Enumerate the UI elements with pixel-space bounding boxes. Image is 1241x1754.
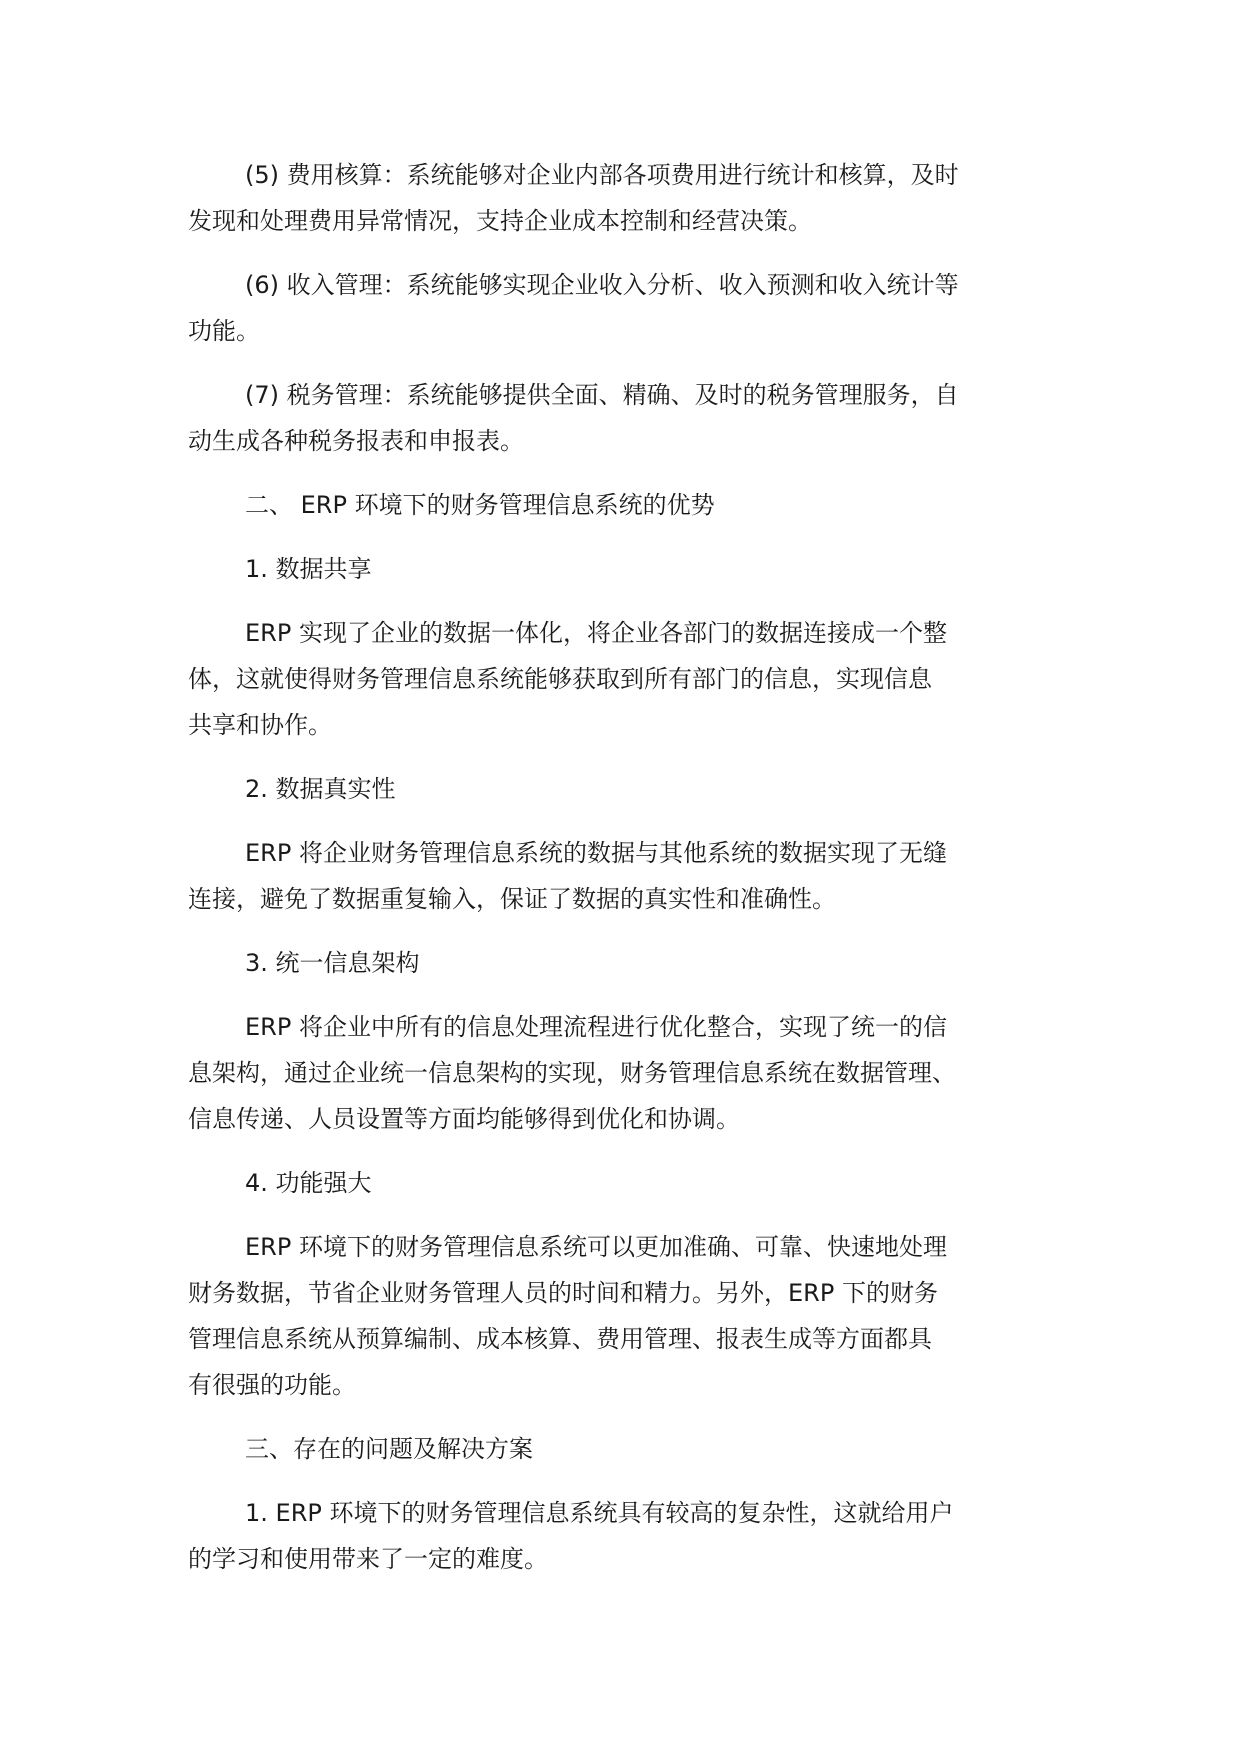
section-heading-problems bbox=[188, 1426, 1068, 1472]
text-line: 财务数据，节省企业财务管理人员的时间和精力。另外，ERP 下的财务 bbox=[188, 1279, 938, 1307]
subheading-unified-architecture bbox=[188, 940, 1068, 986]
text-line: 1. ERP 环境下的财务管理信息系统具有较高的复杂性，这就给用户 bbox=[245, 1499, 954, 1527]
paragraph-unified-architecture bbox=[188, 1004, 1068, 1142]
text-line: ERP 实现了企业的数据一体化，将企业各部门的数据连接成一个整 bbox=[245, 619, 947, 647]
text-line: (5) 费用核算：系统能够对企业内部各项费用进行统计和核算，及时 bbox=[245, 161, 959, 189]
text-line: 信息传递、人员设置等方面均能够得到优化和协调。 bbox=[188, 1105, 740, 1133]
paragraph-data-sharing bbox=[188, 610, 1068, 748]
text-line: ERP 环境下的财务管理信息系统可以更加准确、可靠、快速地处理 bbox=[245, 1233, 947, 1261]
text-line: 连接，避免了数据重复输入，保证了数据的真实性和准确性。 bbox=[188, 885, 836, 913]
heading-line: 1. 数据共享 bbox=[245, 555, 372, 583]
text-line: (7) 税务管理：系统能够提供全面、精确、及时的税务管理服务，自 bbox=[245, 381, 959, 409]
paragraph-data-authenticity bbox=[188, 830, 1068, 922]
heading-line: 3. 统一信息架构 bbox=[245, 949, 420, 977]
heading-line: 二、 ERP 环境下的财务管理信息系统的优势 bbox=[245, 491, 715, 519]
subheading-powerful-functions bbox=[188, 1160, 1068, 1206]
text-line: 的学习和使用带来了一定的难度。 bbox=[188, 1545, 548, 1573]
paragraph-powerful-functions bbox=[188, 1224, 1068, 1408]
text-line: 息架构，通过企业统一信息架构的实现，财务管理信息系统在数据管理、 bbox=[188, 1059, 956, 1087]
text-line: 发现和处理费用异常情况，支持企业成本控制和经营决策。 bbox=[188, 207, 812, 235]
text-line: 有很强的功能。 bbox=[188, 1371, 356, 1399]
text-line: 功能。 bbox=[188, 317, 260, 345]
subheading-data-sharing bbox=[188, 546, 1068, 592]
text-line: 动生成各种税务报表和申报表。 bbox=[188, 427, 524, 455]
text-line: ERP 将企业财务管理信息系统的数据与其他系统的数据实现了无缝 bbox=[245, 839, 947, 867]
section-heading-advantages bbox=[188, 482, 1068, 528]
text-line: 体，这就使得财务管理信息系统能够获取到所有部门的信息，实现信息 bbox=[188, 665, 932, 693]
subheading-data-authenticity bbox=[188, 766, 1068, 812]
paragraph-tax-management bbox=[188, 372, 1068, 464]
heading-line: 三、存在的问题及解决方案 bbox=[245, 1435, 533, 1463]
text-line: (6) 收入管理：系统能够实现企业收入分析、收入预测和收入统计等 bbox=[245, 271, 959, 299]
text-line: 共享和协作。 bbox=[188, 711, 332, 739]
heading-line: 2. 数据真实性 bbox=[245, 775, 396, 803]
paragraph-revenue-management bbox=[188, 262, 1068, 354]
paragraph-problem-1 bbox=[188, 1490, 1068, 1582]
heading-line: 4. 功能强大 bbox=[245, 1169, 372, 1197]
document-page bbox=[188, 152, 1068, 1582]
paragraph-fee-accounting bbox=[188, 152, 1068, 244]
text-line: 管理信息系统从预算编制、成本核算、费用管理、报表生成等方面都具 bbox=[188, 1325, 932, 1353]
text-line: ERP 将企业中所有的信息处理流程进行优化整合，实现了统一的信 bbox=[245, 1013, 947, 1041]
